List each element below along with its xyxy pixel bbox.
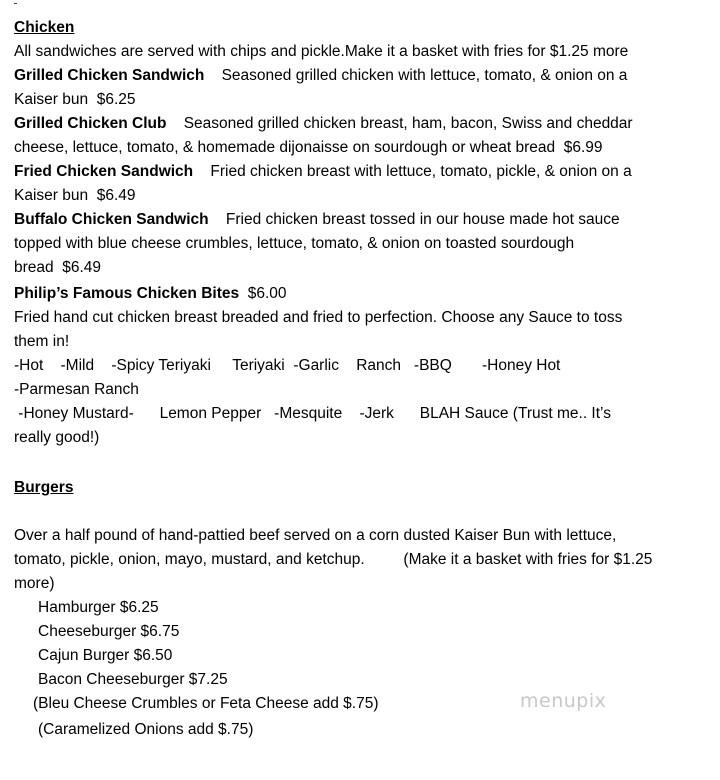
page-mark	[14, 3, 17, 4]
sauce-list: -Hot -Mild -Spicy Teriyaki Teriyaki -Garlic Ranch -BBQ -Honey Hot	[14, 357, 561, 374]
item-description-cont: Kaiser bun $6.25	[14, 91, 136, 108]
item-description: Seasoned grilled chicken with lettuce, tomato, & onion on a	[221, 67, 628, 84]
item-name: Buffalo Chicken Sandwich	[14, 211, 209, 228]
burger-item: Hamburger $6.25	[38, 599, 159, 616]
item-price: $6.00	[247, 285, 287, 302]
burger-item: Cajun Burger $6.50	[38, 647, 173, 664]
item-description-cont: Kaiser bun $6.49	[14, 187, 136, 204]
menu-item-fried-chicken-sandwich	[14, 162, 632, 182]
watermark-logo: menupix	[520, 690, 607, 712]
item-name: Fried Chicken Sandwich	[14, 163, 194, 180]
item-description: Seasoned grilled chicken breast, ham, bacon, Swiss and cheddar	[183, 115, 633, 132]
menu-item-chicken-bites	[14, 284, 287, 304]
chicken-intro: All sandwiches are served with chips and pickle.Make it a basket with fries for $1.25 more	[14, 43, 629, 60]
item-description-cont: topped with blue cheese crumbles, lettuce, tomato, & onion on toasted sourdough	[14, 235, 575, 252]
burger-addon: (Bleu Cheese Crumbles or Feta Cheese add $.75)	[33, 695, 379, 712]
sauce-list: -Honey Mustard- Lemon Pepper -Mesquite -Jerk BLAH Sauce (Trust me.. It’s	[14, 405, 611, 422]
menu-item-buffalo-chicken-sandwich	[14, 210, 620, 230]
item-description: Fried chicken breast tossed in our house made hot sauce	[225, 211, 620, 228]
item-description: Fried hand cut chicken breast breaded and fried to perfection. Choose any Sauce to toss	[14, 309, 623, 326]
burgers-intro: Over a half pound of hand-pattied beef served on a corn dusted Kaiser Bun with lettuce,	[14, 527, 617, 544]
burger-addon: (Caramelized Onions add $.75)	[38, 721, 254, 738]
burgers-intro: more)	[14, 575, 55, 592]
item-description-cont: them in!	[14, 333, 70, 350]
menu-item-grilled-chicken-club	[14, 114, 633, 134]
sauce-list: -Parmesan Ranch	[14, 381, 139, 398]
sauce-list: really good!)	[14, 429, 100, 446]
item-description-cont: bread $6.49	[14, 259, 102, 276]
item-name: Philip’s Famous Chicken Bites	[14, 285, 240, 302]
item-description: Fried chicken breast with lettuce, tomato, pickle, & onion on a	[210, 163, 632, 180]
burgers-heading: Burgers	[14, 479, 74, 496]
chicken-heading: Chicken	[14, 19, 75, 36]
burgers-intro: tomato, pickle, onion, mayo, mustard, and ketchup. (Make it a basket with fries for $1.25	[14, 551, 653, 568]
burger-item: Bacon Cheeseburger $7.25	[38, 671, 228, 688]
burger-item: Cheeseburger $6.75	[38, 623, 180, 640]
menu-item-grilled-chicken-sandwich	[14, 66, 627, 86]
item-name: Grilled Chicken Club	[14, 115, 167, 132]
item-name: Grilled Chicken Sandwich	[14, 67, 205, 84]
item-description-cont: cheese, lettuce, tomato, & homemade dijonaisse on sourdough or wheat bread $6.99	[14, 139, 603, 156]
